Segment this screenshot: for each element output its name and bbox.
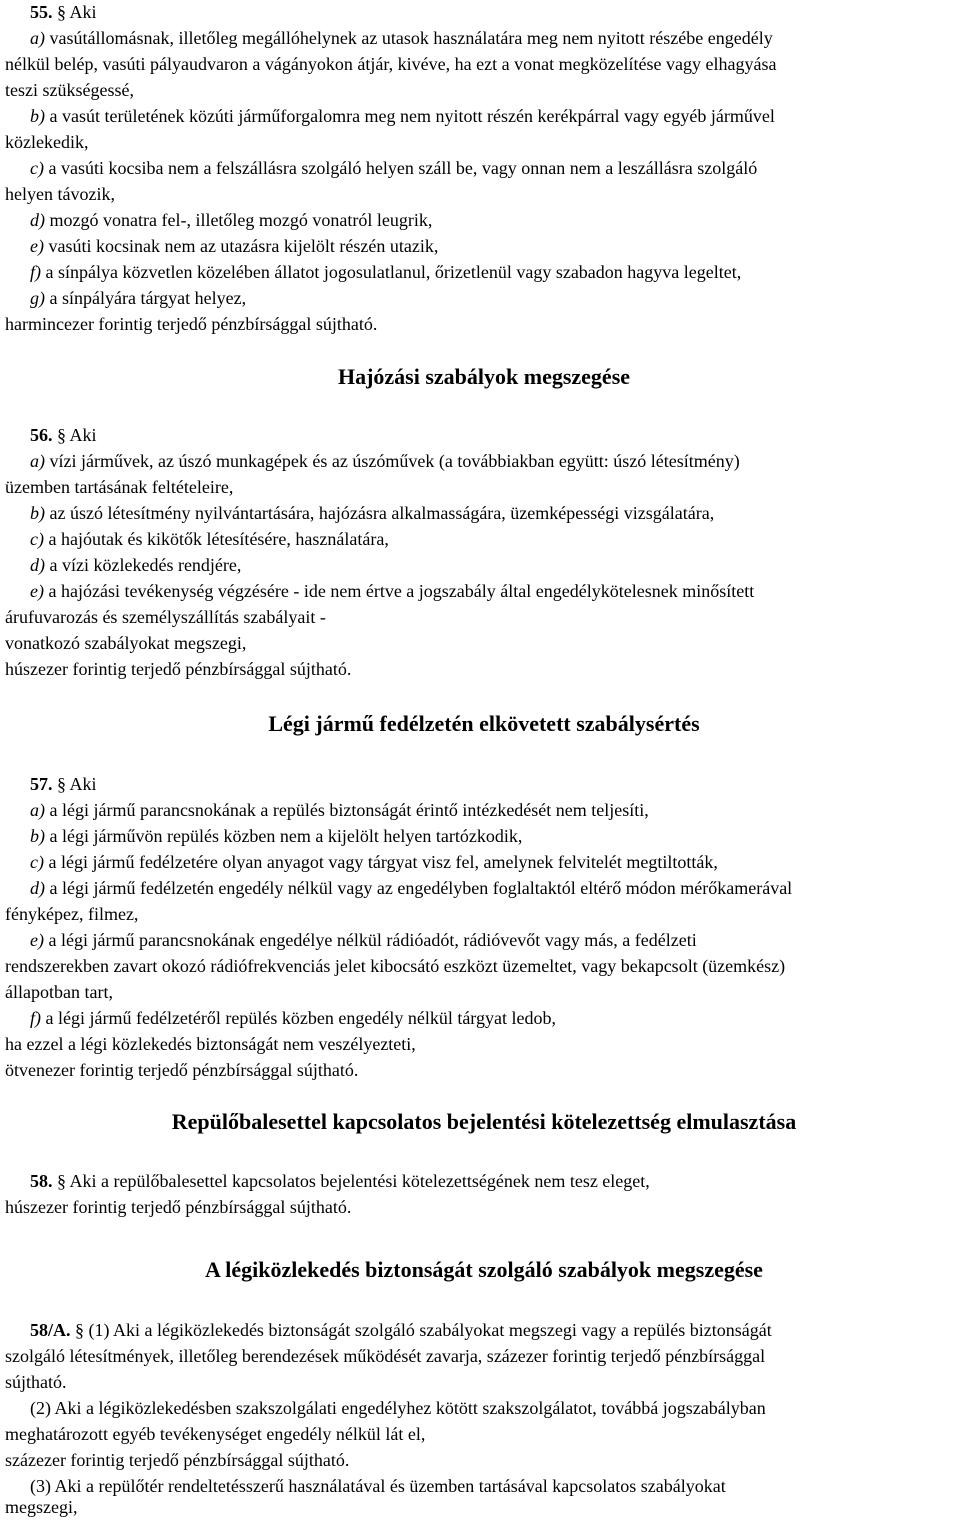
clause-text: a légi jármű parancsnokának a repülés biztonságát érintő intézkedését nem teljesíti, — [49, 800, 649, 820]
text-line: üzemben tartásának feltételeire, — [5, 477, 234, 497]
clause-text: az úszó létesítmény nyilvántartására, hajózásra alkalmasságára, üzemképességi vizsgálatára, — [49, 503, 715, 523]
text-line: sújtható. — [5, 1372, 67, 1392]
clause-text: a légi jármű fedélzetéről repülés közben engedély nélkül tárgyat ledob, — [45, 1008, 556, 1028]
clause-c-line — [30, 529, 389, 549]
clause-label: a) — [30, 28, 45, 48]
section-number: 58. — [30, 1171, 53, 1191]
section-number: 57. — [30, 774, 53, 794]
subsection-3-line: (3) Aki a repülőtér rendeltetésszerű használatával és üzemben tartásával kapcsolatos szabályokat — [30, 1476, 726, 1496]
text-line: megszegi, — [5, 1497, 78, 1517]
clause-label: d) — [30, 555, 45, 575]
clause-label: c) — [30, 158, 44, 178]
clause-d-line — [30, 878, 792, 898]
clause-d-line — [30, 555, 241, 575]
clause-a-line — [30, 451, 740, 471]
clause-text: a vasút területének közúti járműforgalomra meg nem nyitott részén kerékpárral vagy egyéb járművel — [49, 106, 775, 126]
clause-text: a hajóutak és kikötők létesítésére, használatára, — [48, 529, 389, 549]
section-58a-line — [30, 1320, 772, 1340]
clause-text: vízi járművek, az úszó munkagépek és az úszóművek (a továbbiakban együtt: úszó létesítmény) — [49, 451, 740, 471]
clause-b-line — [30, 826, 522, 846]
text-line: fényképez, filmez, — [5, 904, 139, 924]
clause-d-line — [30, 210, 432, 230]
text-line: helyen távozik, — [5, 184, 115, 204]
text-line: nélkül belép, vasúti pályaudvaron a vágányokon átjár, kivéve, ha ezt a vonat megközelítése vagy elhagyása — [5, 54, 777, 74]
paragraph-sign: § — [75, 1320, 84, 1340]
clause-text: a sínpályára tárgyat helyez, — [49, 288, 247, 308]
clause-c-line — [30, 852, 718, 872]
clause-label: g) — [30, 288, 45, 308]
clause-label: e) — [30, 930, 44, 950]
clause-label: b) — [30, 826, 45, 846]
clause-label: c) — [30, 529, 44, 549]
section-58-line — [30, 1171, 650, 1191]
clause-a-line — [30, 28, 773, 48]
text-line: meghatározott egyéb tevékenységet engedély nélkül lát el, — [5, 1424, 426, 1444]
penalty-line: húszezer forintig terjedő pénzbírsággal sújtható. — [5, 659, 352, 679]
section-57-heading-line — [30, 774, 97, 794]
clause-text: a légi jármű fedélzetén engedély nélkül vagy az engedélyben foglaltaktól eltérő módon mérőkamerával — [49, 878, 793, 898]
clause-a-line — [30, 800, 649, 820]
section-heading: A légiközlekedés biztonságát szolgáló szabályok megszegése — [205, 1257, 763, 1282]
clause-e-line — [30, 930, 697, 950]
penalty-line: húszezer forintig terjedő pénzbírsággal sújtható. — [5, 1197, 352, 1217]
clause-label: a) — [30, 451, 45, 471]
clause-b-line — [30, 503, 714, 523]
section-text: (1) Aki a légiközlekedés biztonságát szolgáló szabályokat megszegi vagy a repülés biztonságát — [88, 1320, 772, 1340]
clause-text: a hajózási tevékenység végzésére - ide nem értve a jogszabály által engedélykötelesnek minősített — [48, 581, 755, 601]
clause-text: a vasúti kocsiba nem a felszállásra szolgáló helyen száll be, vagy onnan nem a leszállásra szolgáló — [48, 158, 758, 178]
clause-text: vasúti kocsinak nem az utazásra kijelölt részén utazik, — [48, 236, 439, 256]
clause-g-line — [30, 288, 246, 308]
clause-label: f) — [30, 1008, 41, 1028]
section-heading: Repülőbalesettel kapcsolatos bejelentési kötelezettség elmulasztása — [171, 1109, 797, 1134]
clause-text: a vízi közlekedés rendjére, — [49, 555, 242, 575]
clause-label: b) — [30, 106, 45, 126]
text-line: vonatkozó szabályokat megszegi, — [5, 633, 247, 653]
clause-c-line — [30, 158, 757, 178]
clause-b-line — [30, 106, 775, 126]
clause-label: d) — [30, 210, 45, 230]
clause-text: a sínpálya közvetlen közelében állatot jogosulatlanul, őrizetlenül vagy szabadon hagyva legeltet, — [45, 262, 742, 282]
clause-text: vasútállomásnak, illetőleg megállóhelynek az utasok használatára meg nem nyitott részébe engedély — [49, 28, 773, 48]
section-55-heading-line — [30, 2, 97, 22]
clause-text: a légi jármű parancsnokának engedélye nélkül rádióadót, rádióvevőt vagy más, a fedélzeti — [48, 930, 697, 950]
clause-e-line — [30, 236, 438, 256]
text-line: állapotban tart, — [5, 982, 113, 1002]
clause-label: b) — [30, 503, 45, 523]
lead-text: Aki — [69, 2, 97, 22]
clause-label: d) — [30, 878, 45, 898]
text-line: közlekedik, — [5, 132, 89, 152]
clause-f-line — [30, 1008, 556, 1028]
text-line: ha ezzel a légi közlekedés biztonságát nem veszélyezteti, — [5, 1034, 416, 1054]
clause-label: a) — [30, 800, 45, 820]
clause-text: mozgó vonatra fel-, illetőleg mozgó vonatról leugrik, — [49, 210, 433, 230]
clause-f-line — [30, 262, 741, 282]
clause-text: a légi járművön repülés közben nem a kijelölt helyen tartózkodik, — [49, 826, 523, 846]
penalty-line: harmincezer forintig terjedő pénzbírsággal sújtható. — [5, 314, 378, 334]
section-number: 58/A. — [30, 1320, 71, 1340]
section-56-heading-line — [30, 425, 97, 445]
section-heading: Légi jármű fedélzetén elkövetett szabálysértés — [268, 711, 700, 736]
section-number: 56. — [30, 425, 53, 445]
text-line: százezer forintig terjedő pénzbírsággal sújtható. — [5, 1450, 350, 1470]
section-heading: Hajózási szabályok megszegése — [337, 364, 631, 389]
penalty-line: ötvenezer forintig terjedő pénzbírsággal sújtható. — [5, 1060, 359, 1080]
lead-text: Aki — [69, 425, 97, 445]
paragraph-sign: § — [57, 425, 66, 445]
text-line: rendszerekben zavart okozó rádiófrekvenciás jelet kibocsátó eszközt üzemeltet, vagy bekapcsolt (üzemkész) — [5, 956, 786, 976]
clause-e-line — [30, 581, 754, 601]
lead-text: Aki — [69, 774, 97, 794]
paragraph-sign: § — [57, 774, 66, 794]
clause-label: f) — [30, 262, 41, 282]
clause-label: c) — [30, 852, 44, 872]
paragraph-sign: § — [57, 1171, 66, 1191]
subsection-2-line: (2) Aki a légiközlekedésben szakszolgálati engedélyhez kötött szakszolgálatot, továbbá jogszabályban — [30, 1398, 766, 1418]
section-number: 55. — [30, 2, 53, 22]
paragraph-sign: § — [57, 2, 66, 22]
clause-label: e) — [30, 236, 44, 256]
text-line: teszi szükségessé, — [5, 80, 134, 100]
text-line: árufuvarozás és személyszállítás szabályait - — [5, 607, 326, 627]
section-text: Aki a repülőbalesettel kapcsolatos bejelentési kötelezettségének nem tesz eleget, — [69, 1171, 650, 1191]
text-line: szolgáló létesítmények, illetőleg berendezések működését zavarja, százezer forintig terjedő pénzbírsággal — [5, 1346, 766, 1366]
clause-text: a légi jármű fedélzetére olyan anyagot vagy tárgyat visz fel, amelynek felvitelét megtiltották, — [48, 852, 718, 872]
clause-label: e) — [30, 581, 44, 601]
